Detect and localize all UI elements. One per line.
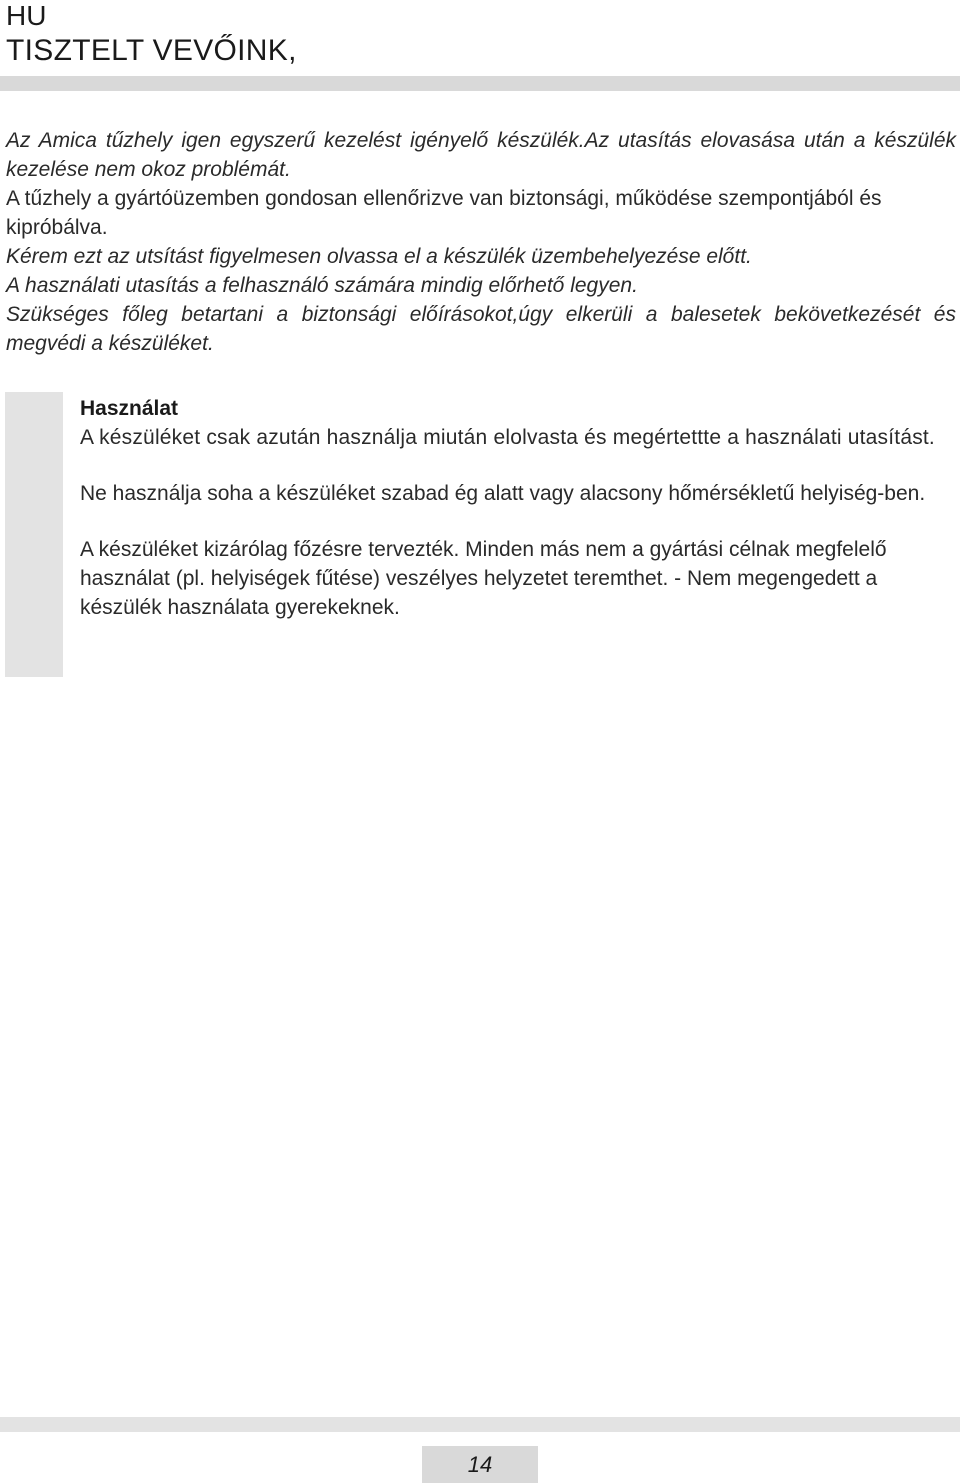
page-title: TISZTELT VEVŐINK, bbox=[6, 34, 297, 67]
usage-paragraph: A készüléket csak azután használja miután elolvasta és megértettte a használati utasítást. bbox=[80, 426, 935, 449]
intro-paragraph: A használati utasítás a felhasználó számára mindig előrhető legyen. bbox=[6, 274, 638, 297]
intro-paragraph: Az Amica tűzhely igen egyszerű kezelést igényelő készülék.Az utasítás elovasása után a készülék kezelése nem okoz problémát. bbox=[6, 129, 956, 181]
language-code: HU bbox=[6, 0, 47, 31]
intro-paragraph: Szükséges főleg betartani a biztonsági előírásokot,úgy elkerüli a balesetek bekövetkezését és megvédi a készüléket. bbox=[6, 303, 956, 355]
intro-paragraph: Kérem ezt az utsítást figyelmesen olvassa el a készülék üzembehelyezése előtt. bbox=[6, 245, 752, 268]
footer-divider bbox=[0, 1417, 960, 1432]
usage-paragraph: A készüléket kizárólag főzésre tervezték. Minden más nem a gyártási célnak megfelelő használat (pl. helyiségek fűtése) veszélyes helyzetet teremthet. - Nem megengedett a készülék használata gyerekeknek. bbox=[80, 538, 887, 619]
page-number: 14 bbox=[467, 1451, 493, 1477]
page-number-box bbox=[422, 1446, 538, 1483]
section-side-bar bbox=[5, 392, 63, 677]
usage-heading: Használat bbox=[80, 397, 179, 420]
header-divider bbox=[0, 76, 960, 91]
intro-paragraph: A tűzhely a gyártóüzemben gondosan ellenőrizve van biztonsági, működése szempontjából és kipróbálva. bbox=[6, 187, 882, 239]
usage-paragraph: Ne használja soha a készüléket szabad ég alatt vagy alacsony hőmérsékletű helyiség-ben. bbox=[80, 482, 926, 505]
usage-section bbox=[80, 394, 954, 622]
intro-section bbox=[6, 126, 956, 358]
